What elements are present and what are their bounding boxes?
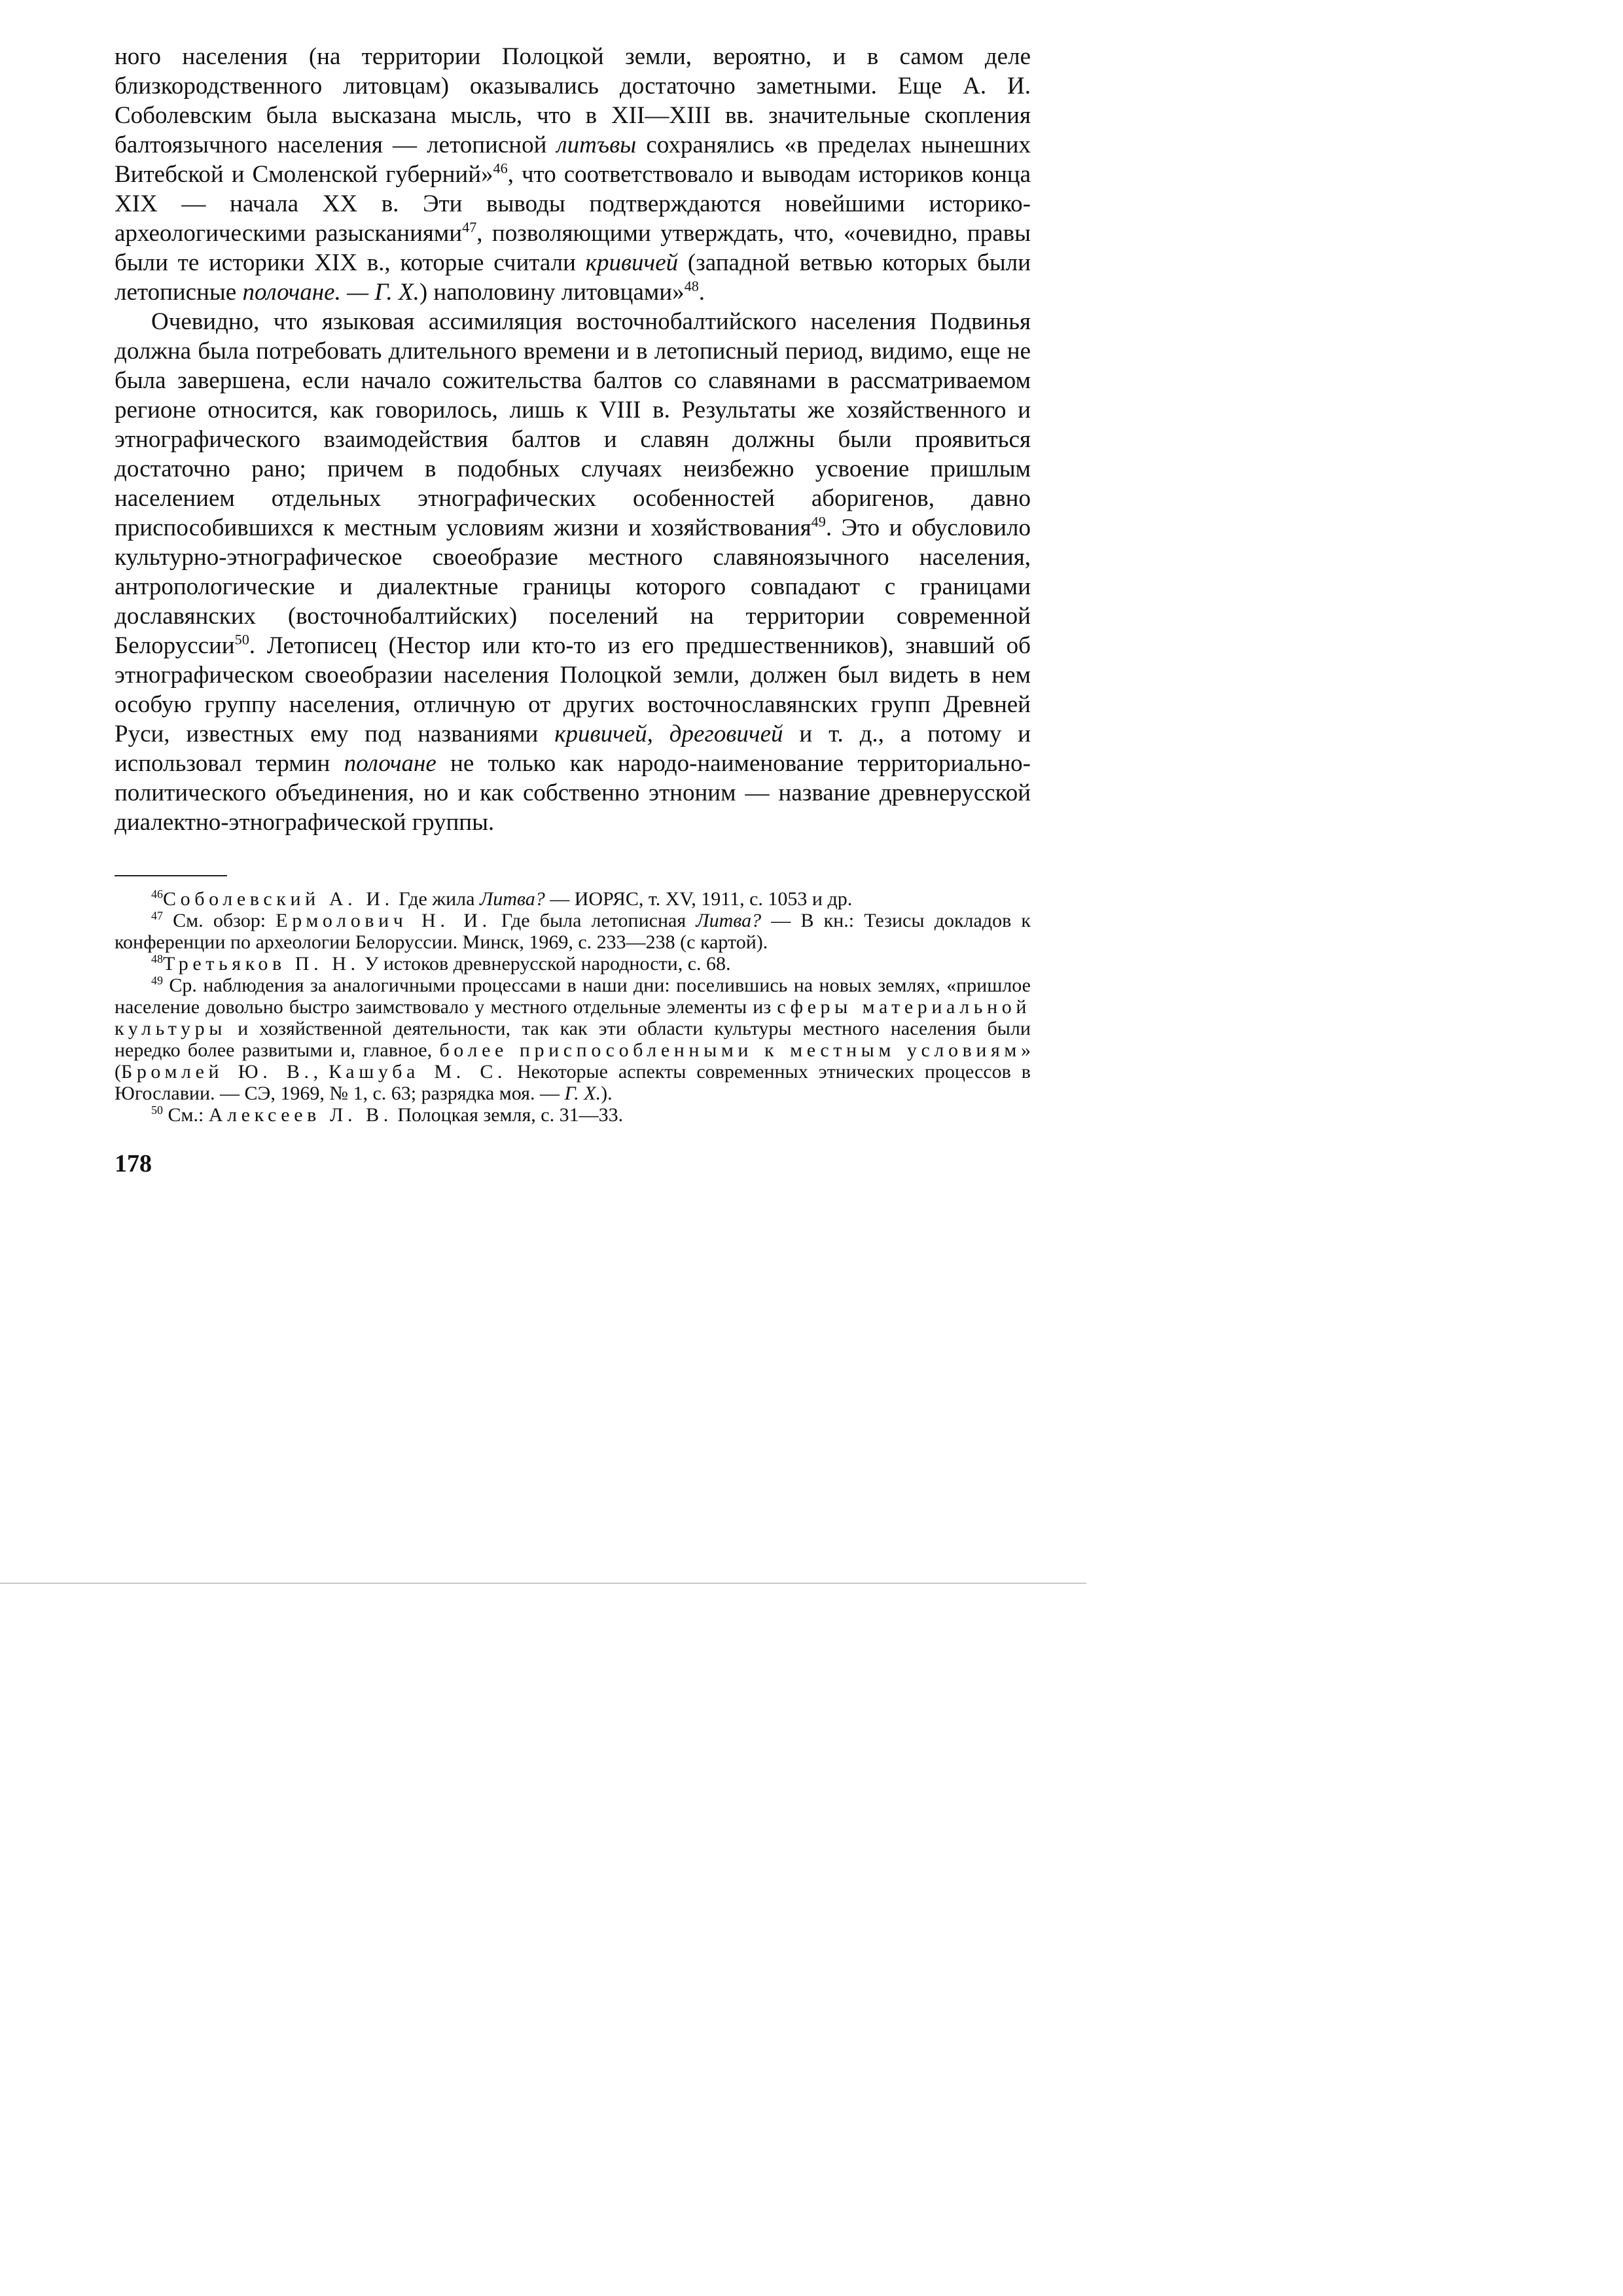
- page-number: 178: [115, 1150, 152, 1177]
- footnote-number: 48: [151, 952, 163, 965]
- footnote-ref[interactable]: 46: [493, 160, 508, 177]
- italic-term: Литва?: [696, 910, 762, 931]
- text-run: и хозяйственной деятельности, так как эти области культуры местного населения были нередко более развитыми и, главное,: [115, 1018, 1031, 1061]
- text-run: не только как народо-наименование территориально-политического объединения, но и как собственно этноним — название древнерусской диалектно-этнографической группы.: [115, 750, 1031, 836]
- text-run: сохранялись «в пределах нынешних Витебской и Смоленской губерний»: [115, 132, 1031, 188]
- text-run: (западной ветвью которых были летописные: [115, 249, 1031, 306]
- footnote-number: 47: [151, 909, 163, 922]
- text-run: ного населения (на территории Полоцкой земли, вероятно, и в самом деле близкородственного литовцам) оказывались достаточно заметными. Еще А. И. Соболевским была высказана мысль, что в XII—XIII вв. значительные скопления балтоязычного населения — летописной: [115, 43, 1031, 158]
- footnote-author: Кашуба М. С.: [329, 1061, 507, 1083]
- footnote-author: Алексеев Л. В.: [208, 1104, 393, 1126]
- text-run: См. обзор:: [163, 910, 276, 931]
- footnote-author: Ермолович Н. И.: [276, 910, 491, 931]
- text-run: ,: [313, 1061, 329, 1083]
- italic-term: полочане: [344, 750, 437, 777]
- italic-term: Г. Х.: [564, 1083, 601, 1104]
- footnote-46: [115, 888, 1031, 910]
- footnote-number: 49: [151, 974, 163, 987]
- text-run: .: [698, 279, 705, 306]
- body-paragraph-2: [115, 307, 1031, 837]
- text-run: Ср. наблюдения за аналогичными процессами в наши дни: поселившись на новых землях, «пришлое население довольно быстро заимствовало у местного отдельные элементы из: [115, 975, 1031, 1018]
- text-run: , позволяющими утверждать, что, «очевидно, правы были те историки XIX в., которые считали: [115, 220, 1031, 276]
- text-run: См.:: [163, 1104, 209, 1126]
- text-run: . Это и обусловило культурно-этнографическое своеобразие местного славяноязычного населения, антропологические и диалектные границы которого совпадают с границами дославянских (восточнобалтийских) поселений на территории современной Белоруссии: [115, 514, 1031, 659]
- text-run: У истоков древнерусской народности, с. 68.: [359, 953, 731, 975]
- footnote-author: Бромлей Ю. В.: [121, 1061, 313, 1083]
- footnote-47: [115, 910, 1031, 953]
- italic-term: кривичей, дреговичей: [554, 721, 783, 747]
- footnote-ref[interactable]: 49: [811, 513, 826, 530]
- text-run: Где была летописная: [491, 910, 696, 931]
- page-content: [115, 42, 1031, 1178]
- footnote-author: Соболевский А. И.: [163, 888, 394, 910]
- text-run: Где жила: [393, 888, 480, 910]
- footnote-ref[interactable]: 48: [684, 278, 699, 295]
- footnote-number: 46: [151, 888, 163, 901]
- footnote-ref[interactable]: 50: [234, 631, 249, 648]
- italic-term: полочане. — Г. Х.: [242, 279, 419, 306]
- footnote-number: 50: [151, 1103, 163, 1117]
- text-run: Полоцкая земля, с. 31—33.: [392, 1104, 624, 1126]
- footnote-author: Третьяков П. Н.: [163, 953, 360, 975]
- body-paragraph-1: [115, 42, 1031, 307]
- footnote-ref[interactable]: 47: [462, 219, 477, 236]
- footnote-49: [115, 975, 1031, 1104]
- italic-term: Литва?: [479, 888, 545, 910]
- text-run: ).: [601, 1083, 613, 1104]
- footnote-separator: [115, 875, 227, 876]
- scan-edge-line: [0, 1583, 1086, 1584]
- text-run: » (: [115, 1039, 1031, 1083]
- spaced-emphasis: сферы материальной культуры: [115, 996, 1031, 1039]
- italic-term: литъвы: [556, 132, 637, 158]
- footnote-48: [115, 953, 1031, 975]
- text-run: — В кн.: Тезисы докладов к конференции по археологии Белоруссии. Минск, 1969, с. 233—238 (с картой).: [115, 910, 1031, 953]
- text-run: — ИОРЯС, т. XV, 1911, с. 1053 и др.: [544, 888, 853, 910]
- text-run: , что соответствовало и выводам историков конца XIX — начала XX в. Эти выводы подтверждаются новейшими историко-археологическими разысканиями: [115, 161, 1031, 247]
- spaced-emphasis: более приспособленными к местным условиям: [439, 1039, 1021, 1061]
- text-run: Некоторые аспекты современных этнических процессов в Югославии. — СЭ, 1969, № 1, с. 63; разрядка моя. —: [115, 1061, 1031, 1104]
- text-run: ) наполовину литовцами»: [419, 279, 685, 306]
- footnote-50: [115, 1104, 1031, 1126]
- italic-term: кривичей: [585, 249, 679, 276]
- text-run: Очевидно, что языковая ассимиляция восточнобалтийского населения Подвинья должна была потребовать длительного времени и в летописный период, видимо, еще не была завершена, если начало сожительства балтов со славянами в рассматриваемом регионе относится, как говорилось, лишь к VIII в. Результаты же хозяйственного и этнографического взаимодействия балтов и славян должны были проявиться достаточно рано; причем в подобных случаях неизбежно усвоение пришлым населением отдельных этнографических особенностей аборигенов, давно приспособившихся к местным условиям жизни и хозяйствования: [115, 308, 1031, 541]
- text-run: . Летописец (Нестор или кто-то из его предшественников), знавший об этнографическом своеобразии населения Полоцкой земли, должен был видеть в нем особую группу населения, отличную от других восточнославянских групп Древней Руси, известных ему под названиями: [115, 632, 1031, 747]
- text-run: и т. д., а потому и использовал термин: [115, 721, 1031, 777]
